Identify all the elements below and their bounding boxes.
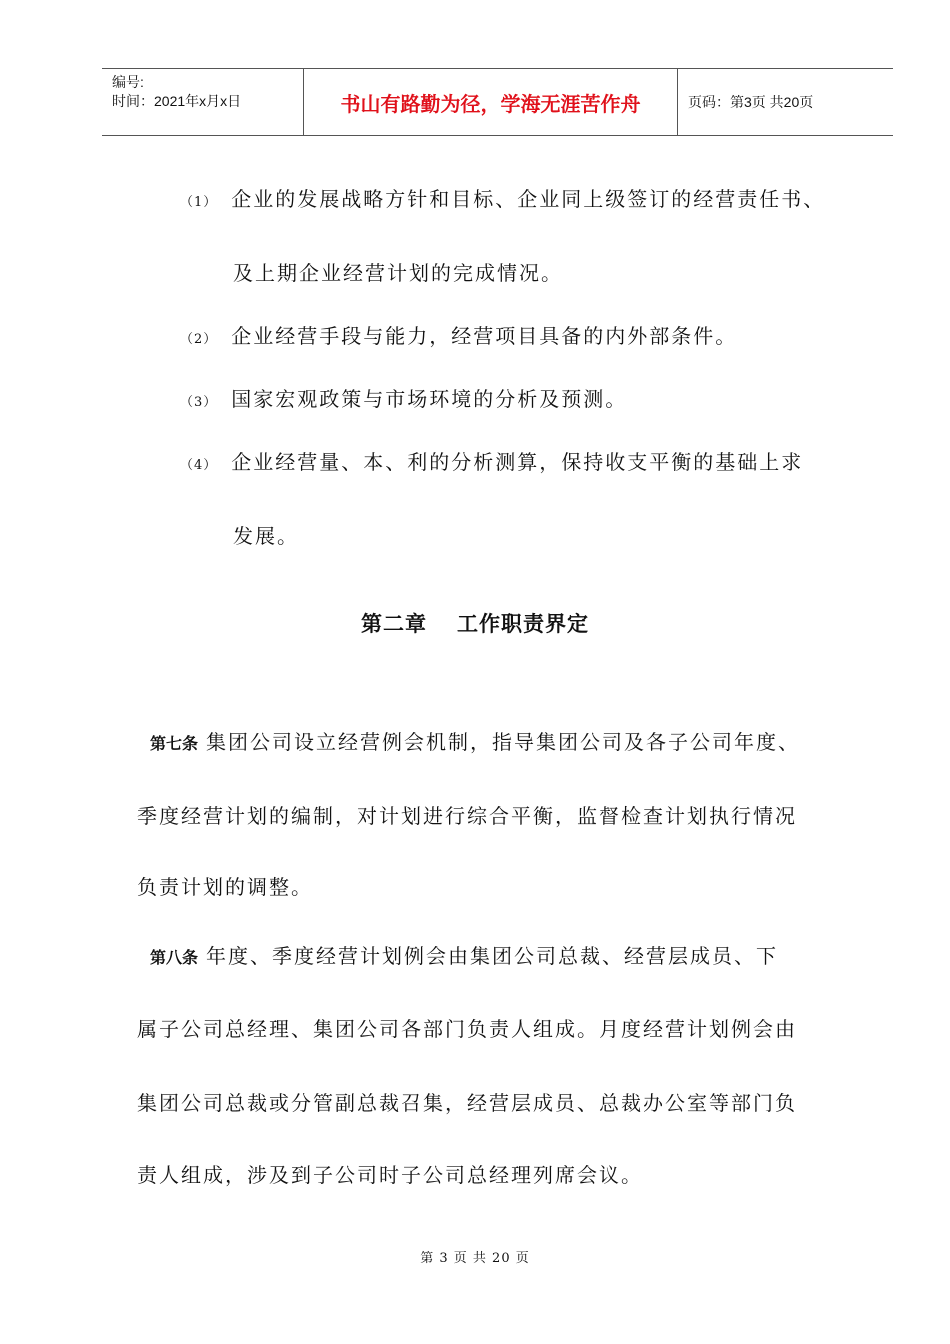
list-item-text: 企业经营量、本、利的分析测算，保持收支平衡的基础上求 [231,450,804,474]
time-label: 时间：2021年x月x日 [112,93,242,109]
header-motto: 书山有路勤为径，学海无涯苦作舟 [303,69,678,135]
list-item-text: 企业经营手段与能力，经营项目具备的内外部条件。 [231,324,738,348]
list-item [180,183,825,212]
header-page-label: 页码：第3页 共20页 [688,94,814,110]
article-text: 集团公司设立经营例会机制，指导集团公司及各子公司年度、 [206,730,801,754]
article-paragraph [150,726,800,755]
article-label: 第七条 [150,734,199,753]
list-item-continuation: 及上期企业经营计划的完成情况。 [233,261,563,285]
list-item [180,383,627,412]
list-item [180,446,803,475]
article-text-line: 集团公司总裁或分管副总裁召集，经营层成员、总裁办公室等部门负 [137,1091,797,1115]
article-text-line: 责人组成，涉及到子公司时子公司总经理列席会议。 [137,1163,643,1187]
list-item-text: 国家宏观政策与市场环境的分析及预测。 [231,387,628,411]
page-header [102,68,893,136]
list-item-number: （3） [180,395,218,410]
header-meta [102,69,303,135]
article-text: 年度、季度经营计划例会由集团公司总裁、经营层成员、下 [206,944,779,968]
list-item-text: 企业的发展战略方针和目标、企业同上级签订的经营责任书、 [231,187,826,211]
article-text-line: 负责计划的调整。 [137,875,313,899]
list-item-number: （1） [180,195,218,210]
chapter-heading [0,608,950,638]
article-text-line: 属子公司总经理、集团公司各部门负责人组成。月度经营计划例会由 [137,1017,797,1041]
number-label: 编号: [112,74,144,90]
list-item-number: （2） [180,332,218,347]
page-footer: 第 3 页 共 20 页 [420,1251,530,1266]
chapter-number: 第二章 [361,612,427,636]
article-label: 第八条 [150,948,199,967]
article-paragraph [150,940,778,969]
chapter-title: 工作职责界定 [457,612,589,636]
list-item [180,320,737,349]
list-item-continuation: 发展。 [233,524,299,548]
list-item-number: （4） [180,458,218,473]
article-text-line: 季度经营计划的编制，对计划进行综合平衡，监督检查计划执行情况 [137,804,797,828]
